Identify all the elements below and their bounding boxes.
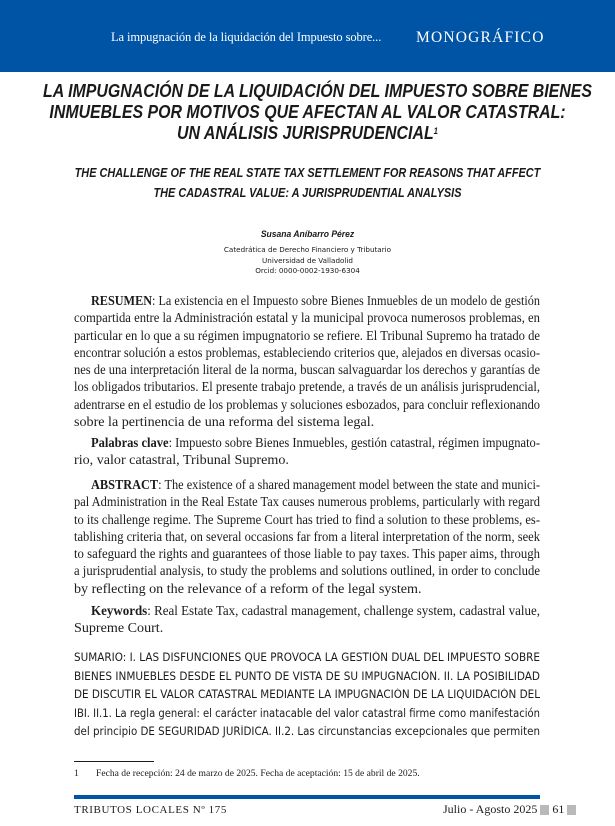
paragraph-line: tablishing criteria that, on several occasions far from a literal interpretation of the norm, seek: [74, 528, 540, 545]
section-label: MONOGRÁFICO: [416, 29, 545, 46]
paragraph-line: adentrarse en el estudio de los problemas y soluciones esbozados, para concluir reflexionando: [74, 396, 540, 413]
title-line: [43, 122, 572, 143]
issue-info: [443, 802, 579, 817]
footnote-divider: [74, 761, 154, 762]
paragraph-line: Supreme Court.: [74, 620, 164, 637]
paragraph-line: compartida entre la Administración estatal y la municipal provoca numerosos problemas, en: [74, 310, 540, 327]
paragraph-line: rio, valor catastral, Tribunal Supremo.: [74, 452, 289, 469]
paragraph-line: sobre la pertinencia de una reforma del sistema legal.: [74, 414, 375, 431]
title-line-text: UN ANÁLISIS JURISPRUDENCIAL: [177, 122, 434, 143]
author-affiliation: [0, 245, 615, 277]
sumario-line: del principio DE SEGURIDAD JURÍDICA. II.2. Las circunstancias excepcionales que permiten: [74, 725, 540, 739]
page-number: 61: [552, 802, 565, 816]
sumario-line: DE DISCUTIR EL VALOR CATASTRAL MEDIANTE LA IMPUGNACIÓN DE LA LIQUIDACIÓN DEL: [74, 688, 540, 702]
author-orcid: Orcid: 0000-0002-1930-6304: [255, 266, 360, 275]
title-line: INMUEBLES POR MOTIVOS QUE AFECTAN AL VALOR CATASTRAL:: [49, 101, 566, 122]
footnote: [74, 768, 420, 779]
title-line: LA IMPUGNACIÓN DE LA LIQUIDACIÓN DEL IMPUESTO SOBRE BIENES: [43, 80, 592, 101]
issue-date: Julio - Agosto 2025: [443, 802, 538, 816]
footnote-text: Fecha de recepción: 24 de marzo de 2025. Fecha de aceptación: 15 de abril de 2025.: [96, 768, 420, 779]
resumen-label: RESUMEN: [91, 293, 153, 309]
paragraph-line: [74, 293, 540, 310]
subtitle-line: THE CHALLENGE OF THE REAL STATE TAX SETTLEMENT FOR REASONS THAT AFFECT: [74, 165, 541, 180]
paragraph-line: particular en lo que a su régimen impugnatorio se refiere. El Tribunal Supremo ha tratado de: [74, 327, 540, 344]
paragraph-line: to safeguard the rights and guarantees of those liable to pay taxes. This paper aims, through: [74, 546, 540, 563]
resumen-paragraph: [74, 293, 540, 431]
line-text: : La existencia en el Impuesto sobre Bienes Inmuebles de un modelo de gestión: [152, 293, 540, 309]
article-title: [43, 80, 592, 143]
sumario-line: BIENES INMUEBLES DESDE EL PUNTO DE VISTA DE SU IMPUGNACIÓN. II. LA POSIBILIDAD: [74, 669, 540, 683]
keywords-label: Keywords: [91, 603, 148, 619]
author-position: Catedrática de Derecho Financiero y Tributario: [223, 245, 392, 254]
paragraph-line: a jurisprudential analysis, to study the problems and solutions outlined, in order to conclude: [74, 563, 540, 580]
subtitle-line: THE CADASTRAL VALUE: A JURISPRUDENTIAL ANALYSIS: [153, 185, 462, 200]
paragraph-line: pal Administration in the Real Estate Tax causes numerous problems, particularly with regard: [74, 494, 540, 511]
author-name: Susana Aníbarro Pérez: [260, 229, 355, 240]
sumario-toc: [74, 649, 540, 742]
line-text: : Real Estate Tax, cadastral management, challenge system, cadastral value,: [147, 603, 540, 619]
paragraph-line: nes de una interpretación literal de la norma, buscan salvaguardar los derechos y garantías de: [74, 362, 540, 379]
header-band: [0, 0, 615, 72]
footnote-number: 1: [74, 768, 79, 779]
square-marker-icon: [540, 805, 549, 815]
palabras-clave-paragraph: [74, 435, 540, 470]
abstract-label: ABSTRACT: [91, 477, 159, 493]
paragraph-line: encontrar solución a estos problemas, estableciendo criterios que, alejados en diversas ocasio-: [74, 344, 540, 361]
footer-rule: [74, 795, 540, 799]
running-title: La impugnación de la liquidación del Impuesto sobre...: [111, 30, 382, 44]
journal-name: TRIBUTOS LOCALES Nº 175: [74, 804, 227, 816]
paragraph-line: los obligados tributarios. El presente trabajo pretende, a través de un análisis jurisprudencial,: [74, 379, 540, 396]
sumario-line: SUMARIO: I. LAS DISFUNCIONES QUE PROVOCA LA GESTIÓN DUAL DEL IMPUESTO SOBRE: [74, 651, 540, 664]
paragraph-line: [74, 603, 540, 620]
article-subtitle: [49, 163, 566, 203]
paragraph-line: to its challenge regime. The Supreme Court has tried to find a solution to these problems, es-: [74, 511, 540, 528]
paragraph-line: [74, 435, 540, 452]
abstract-paragraph: [74, 477, 540, 598]
footnote-marker[interactable]: 1: [433, 126, 438, 136]
sumario-line: IBI. II.1. La regla general: el carácter inatacable del valor catastral firme como manifestación: [74, 706, 540, 720]
paragraph-line: [74, 477, 540, 494]
author-institution: Universidad de Valladolid: [262, 255, 353, 265]
line-text: : Impuesto sobre Bienes Inmuebles, gestión catastral, régimen impugnato-: [168, 435, 540, 451]
line-text: : The existence of a shared management model between the state and munici-: [158, 477, 541, 493]
square-marker-icon: [567, 805, 576, 815]
keywords-paragraph: [74, 603, 540, 638]
palabras-clave-label: Palabras clave: [91, 435, 169, 451]
paragraph-line: by reflecting on the relevance of a reform of the legal system.: [74, 580, 422, 597]
